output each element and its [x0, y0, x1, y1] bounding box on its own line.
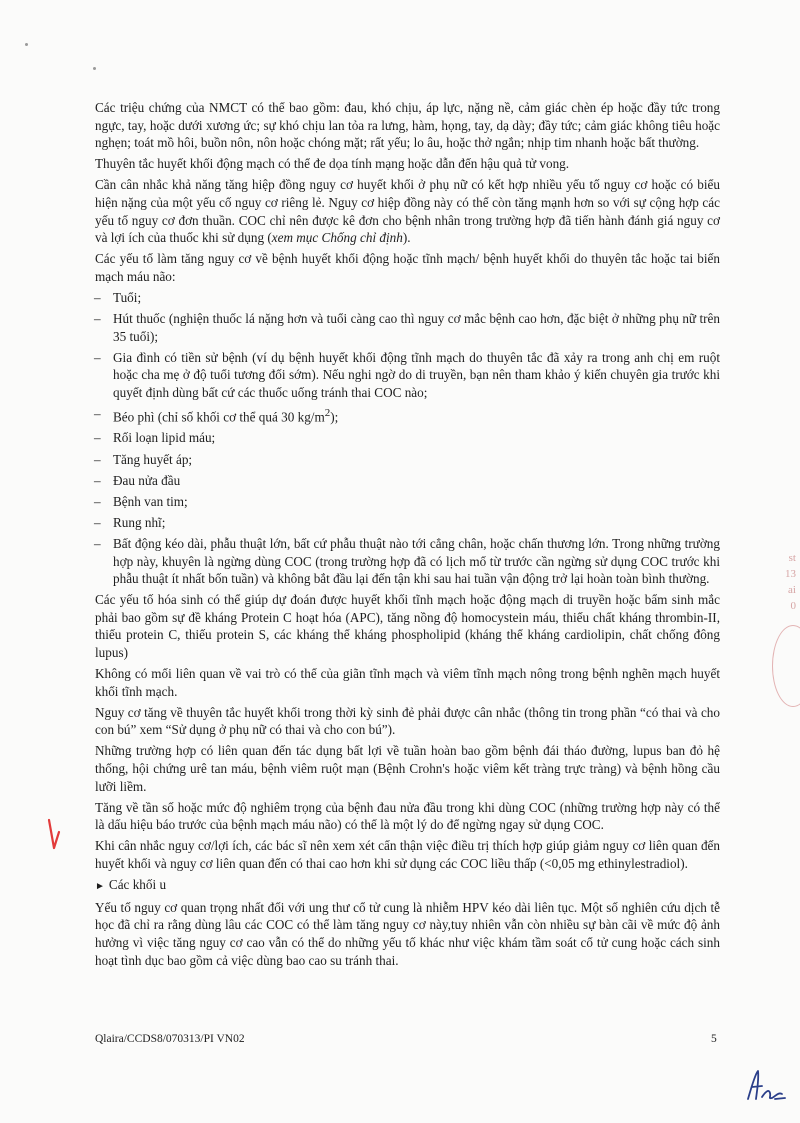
- risk-synergy-paragraph: Cần cân nhắc khả năng tăng hiệp đồng nguy cơ huyết khối ở phụ nữ có kết hợp nhiều yếu tố nguy cơ hoặc có biểu hiện nặng của một yếu cố nguy cơ riêng lẻ. Nguy cơ hiệp đồng này có thể còn tăng mạnh hơn so với sự cộng hợp các yếu tố nguy cơ đơn thuần. COC chỉ nên được kê đơn cho bệnh nhân trong trường hợp đã tiến hành đánh giá nguy cơ và lợi ích của thuốc khi sử dụng (xem mục Chống chỉ định).: [95, 177, 720, 246]
- red-check-mark-icon: [46, 818, 62, 852]
- list-item-immobilization: – Bất động kéo dài, phẫu thuật lớn, bất cứ phẫu thuật nào tới cẳng chân, hoặc chấn thương lớn. Trong những trường hợp này, khuyên là ngừng dùng COC (trong trường hợp đã có lịch mổ từ trước cần ngừng sử dụng COC trước khi phẫu thuật ít nhất bốn tuần) và không bắt đầu lại đến tận khi sau hai tuần vận động trở lại hoàn toàn bình thường.: [95, 535, 720, 588]
- varicose-paragraph: Không có mối liên quan về vai trò có thể của giãn tĩnh mạch và viêm tĩnh mạch nông trong bệnh nghẽn mạch huyết khối tĩnh mạch.: [95, 666, 720, 699]
- initials-signature-icon: [742, 1065, 788, 1105]
- stamp-ring-icon: [772, 625, 800, 707]
- risk-benefit-paragraph: Khi cân nhắc nguy cơ/lợi ích, các bác sĩ nên xem xét cẩn thận việc điều trị thích hợp giúp giảm nguy cơ liên quan đến huyết khối và nguy cơ liên quan đến có thai cao hơn khi sử dụng các COC liều thấp (<0,05 mg ethinylestradiol).: [95, 838, 720, 872]
- margin-stamp: st 13 ai 0: [785, 552, 796, 612]
- risk-factors-intro: Các yếu tố làm tăng nguy cơ về bệnh huyết khối động hoặc tĩnh mạch/ bệnh huyết khối do thuyên tắc hoặc tai biến mạch máu não:: [95, 251, 720, 284]
- scan-speck: [25, 43, 28, 46]
- list-item-migraine: – Đau nửa đầu: [95, 472, 720, 490]
- conditions-paragraph: Những trường hợp có liên quan đến tác dụng bất lợi về tuần hoàn bao gồm bệnh đái tháo đường, lupus ban đỏ hệ thống, hội chứng urê tan máu, bệnh viêm ruột mạn (Bệnh Crohn's hoặc viêm kết tràng trực tràng) và bệnh hồng cầu lưỡi liềm.: [95, 743, 720, 794]
- symptoms-paragraph: Các triệu chứng của NMCT có thể bao gồm: đau, khó chịu, áp lực, nặng nề, cảm giác chèn ép hoặc đầy tức trong ngực, tay, hoặc dưới xương ức; sự khó chịu lan tỏa ra lưng, hàm, họng, tay, dạ dày; đầy tức; cảm giác không tiêu hoặc nghẹn; toát mồ hôi, buồn nôn, nôn hoặc chóng mặt; rất yếu; lo âu, hoặc thở ngắn; nhịp tim nhanh hoặc bất thường.: [95, 100, 720, 151]
- list-item-age: – Tuổi;: [95, 289, 720, 307]
- migraine-paragraph: Tăng về tần số hoặc mức độ nghiêm trọng của bệnh đau nửa đầu trong khi dùng COC (những trường hợp này có thể là dấu hiệu báo trước của bệnh mạch máu não) có thể là một lý do để ngừng ngay sử dụng COC.: [95, 799, 720, 833]
- page-body: [95, 99, 720, 973]
- list-item-valve-disease: – Bệnh van tim;: [95, 493, 720, 511]
- hpv-paragraph: Yếu tố nguy cơ quan trọng nhất đối với ung thư cổ tử cung là nhiễm HPV kéo dài liên tục. Một số nghiên cứu dịch tễ học đã chỉ ra rằng dùng lâu các COC có thể làm tăng nguy cơ này,tuy nhiên vẫn còn nhiều sự bàn cãi về mức độ ảnh hưởng vì việc tăng nguy cơ cao vẫn có thể do những yếu tố khác như việc khám tầm soát cổ tử cung hoặc cách sinh hoạt tình dục bao gồm cả việc dùng bao cao su tránh thai.: [95, 899, 720, 968]
- triangle-right-icon: ►: [95, 881, 105, 893]
- list-item-smoking: – Hút thuốc (nghiện thuốc lá nặng hơn và tuổi càng cao thì nguy cơ mắc bệnh cao hơn, đặc biệt ở những phụ nữ trên 35 tuổi);: [95, 310, 720, 345]
- document-code: Qlaira/CCDS8/070313/PI VN02: [95, 1033, 245, 1045]
- list-item-hypertension: – Tăng huyết áp;: [95, 451, 720, 469]
- cross-reference: xem mục Chống chỉ định: [271, 230, 403, 246]
- list-item-obesity: – Béo phì (chỉ số khối cơ thể quá 30 $kg/m^2$);: [95, 405, 720, 426]
- scan-speck: [93, 67, 96, 70]
- tumors-subheading: ► Các khối u: [95, 877, 167, 893]
- list-item-atrial-fibrillation: – Rung nhĩ;: [95, 514, 720, 532]
- hereditary-paragraph: Các yếu tố hóa sinh có thể giúp dự đoán được huyết khối tĩnh mạch hoặc động mạch di truyền hoặc bẩm sinh mắc phải bao gồm sự đề kháng Protein C hoạt hóa (APC), tăng nồng độ homocystein máu, thiếu chất kháng thrombin-II, thiếu protein C, thiếu protein S, các kháng thể kháng phospholipid (kháng thể kháng cardiolipin, chất chống đông lupus): [95, 592, 720, 661]
- arterial-fatal-paragraph: Thuyên tắc huyết khối động mạch có thể đe dọa tính mạng hoặc dẫn đến hậu quả tử vong.: [95, 156, 570, 172]
- list-item-family-history: – Gia đình có tiền sử bệnh (ví dụ bệnh huyết khối động tĩnh mạch do thuyên tắc đã xảy ra trong anh chị em ruột hoặc cha mẹ ở độ tuổi tương đối sớm). Nếu nghi ngờ do di truyền, bạn nên tham khảo ý kiến chuyên gia trước khi quyết định dùng bất cứ các thuốc uống tránh thai COC nào;: [95, 349, 720, 402]
- page-number: 5: [711, 1033, 717, 1045]
- risk-factor-list: [95, 289, 720, 588]
- list-item-dyslipidemia: – Rối loạn lipid máu;: [95, 429, 720, 447]
- postpartum-paragraph: Nguy cơ tăng về thuyên tắc huyết khối trong thời kỳ sinh đẻ phải được cân nhắc (thông tin trong phần “có thai và cho con bú” xem “Sử dụng ở phụ nữ có thai và cho con bú”).: [95, 704, 720, 738]
